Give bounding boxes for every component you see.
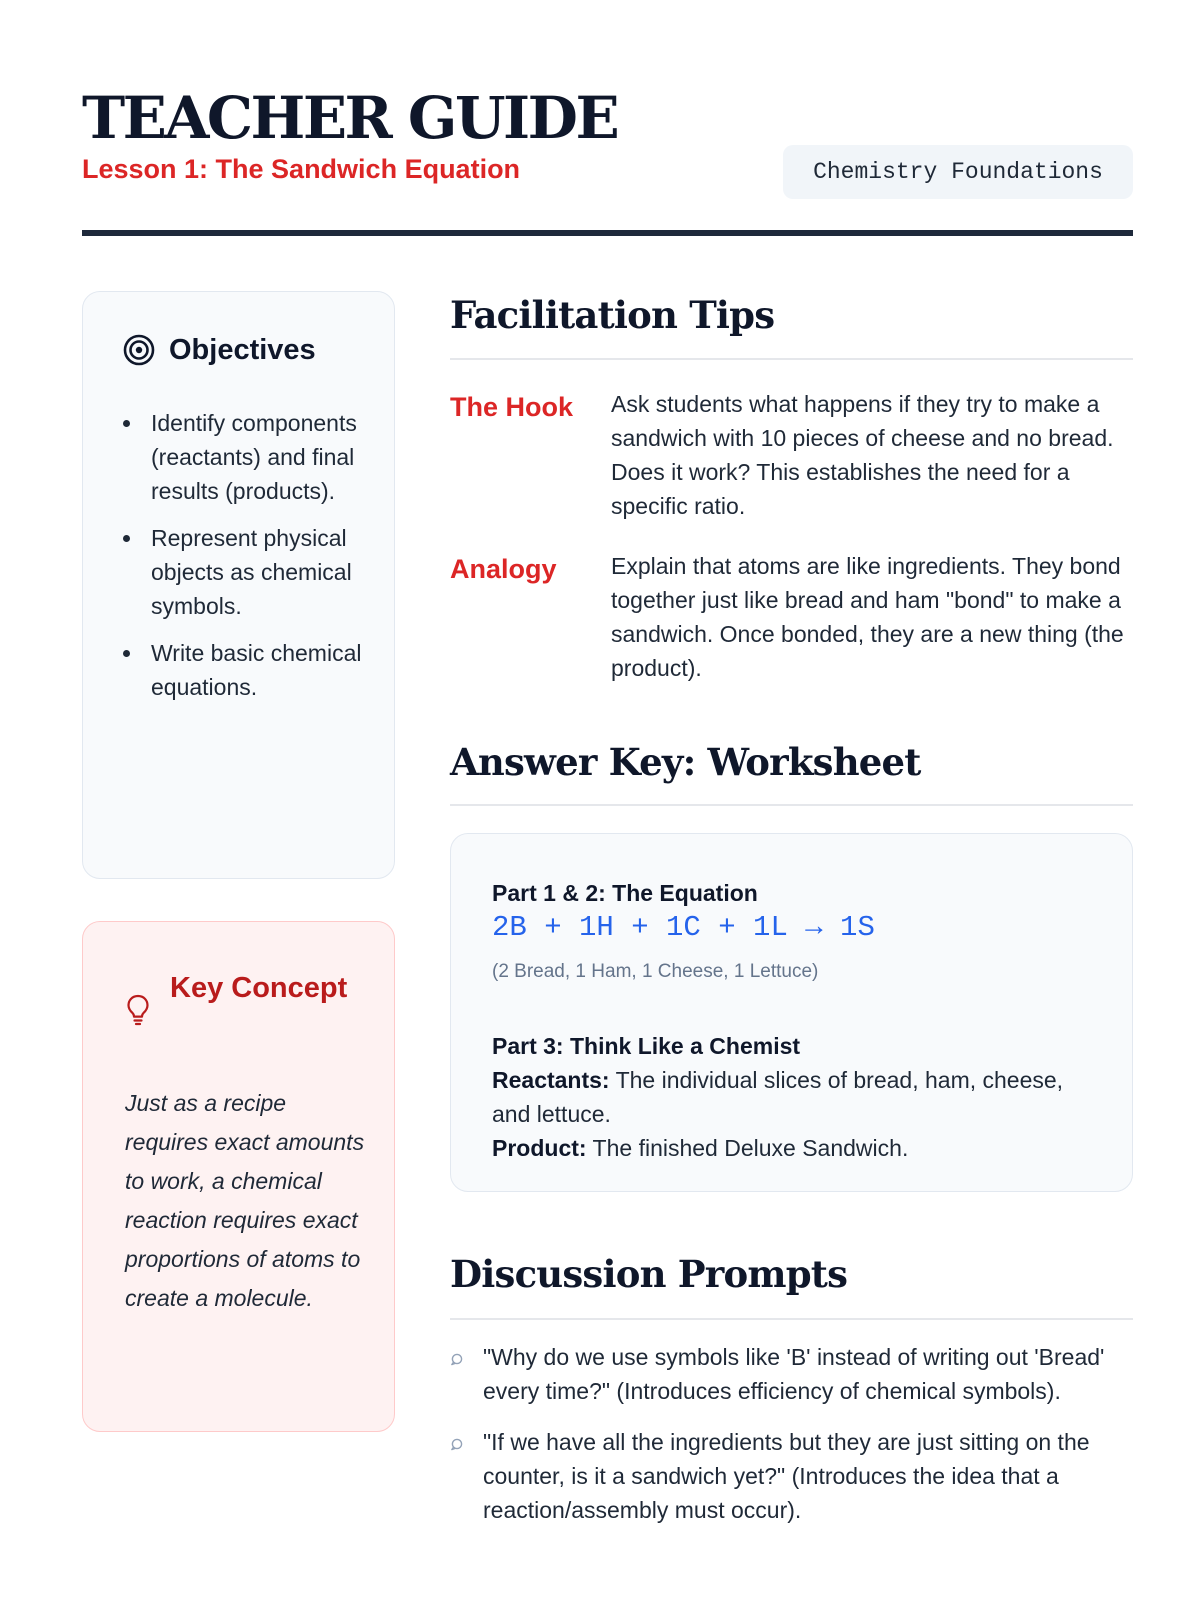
lightbulb-icon xyxy=(125,993,151,1027)
objectives-heading: Objectives xyxy=(169,334,316,366)
discussion-divider xyxy=(450,1318,1133,1320)
objective-item: Identify components (reactants) and final results (products). xyxy=(151,406,371,508)
reactants-label: Reactants: xyxy=(492,1067,610,1093)
discussion-title: Discussion Prompts xyxy=(450,1252,848,1296)
objective-item: Write basic chemical equations. xyxy=(151,636,371,704)
key-concept-card xyxy=(82,921,395,1432)
answer-part12-heading: Part 1 & 2: The Equation xyxy=(492,880,758,906)
answer-equation-note: (2 Bread, 1 Ham, 1 Cheese, 1 Lettuce) xyxy=(492,961,819,982)
answer-equation: 2B + 1H + 1C + 1L → 1S xyxy=(492,911,875,944)
course-badge: Chemistry Foundations xyxy=(783,145,1133,199)
facilitation-divider xyxy=(450,358,1133,360)
key-concept-heading: Key Concept xyxy=(170,972,348,1004)
discussion-list xyxy=(450,1340,1133,1544)
key-concept-body: Just as a recipe requires exact amounts to work, a chemical reaction requires exact proportions of atoms to create a molecule. xyxy=(125,1090,365,1311)
tip-term-hook: The Hook xyxy=(450,392,574,422)
target-icon xyxy=(123,334,155,366)
discussion-prompt-text: "If we have all the ingredients but they are just sitting on the counter, is it a sandwich yet?" (Introduces the idea that a reaction/assembly must occur). xyxy=(483,1429,1090,1523)
tip-text-hook: Ask students what happens if they try to make a sandwich with 10 pieces of cheese and no bread. Does it work? This establishes the need for a specific ratio. xyxy=(611,391,1114,519)
answer-key-box xyxy=(450,833,1133,1192)
answer-key-title: Answer Key: Worksheet xyxy=(450,740,921,784)
tip-term-analogy: Analogy xyxy=(450,554,557,584)
speech-bubble-icon xyxy=(450,1438,463,1451)
answer-key-divider xyxy=(450,804,1133,806)
discussion-prompt xyxy=(450,1340,1133,1408)
objectives-list xyxy=(151,406,371,717)
lesson-subtitle: Lesson 1: The Sandwich Equation xyxy=(82,154,521,184)
objective-item: Represent physical objects as chemical symbols. xyxy=(151,521,371,623)
facilitation-title: Facilitation Tips xyxy=(450,293,775,337)
answer-part3 xyxy=(492,1029,1092,1165)
speech-bubble-icon xyxy=(450,1353,463,1366)
objectives-card xyxy=(82,291,395,879)
reactants-text: The individual slices of bread, ham, cheese, and lettuce. xyxy=(492,1067,1064,1127)
product-text: The finished Deluxe Sandwich. xyxy=(592,1135,909,1161)
page-title: TEACHER GUIDE xyxy=(82,84,618,152)
product-label: Product: xyxy=(492,1135,587,1161)
discussion-prompt-text: "Why do we use symbols like 'B' instead of writing out 'Bread' every time?" (Introduces efficiency of chemical symbols). xyxy=(483,1344,1105,1404)
discussion-prompt xyxy=(450,1425,1133,1527)
answer-reactants xyxy=(492,1063,1092,1131)
header-divider xyxy=(82,230,1133,236)
answer-product xyxy=(492,1131,1092,1165)
answer-part3-heading: Part 3: Think Like a Chemist xyxy=(492,1033,801,1059)
objectives-header xyxy=(123,332,316,368)
tip-text-analogy: Explain that atoms are like ingredients. They bond together just like bread and ham "bond" to make a sandwich. Once bonded, they are a new thing (the product). xyxy=(611,553,1124,681)
